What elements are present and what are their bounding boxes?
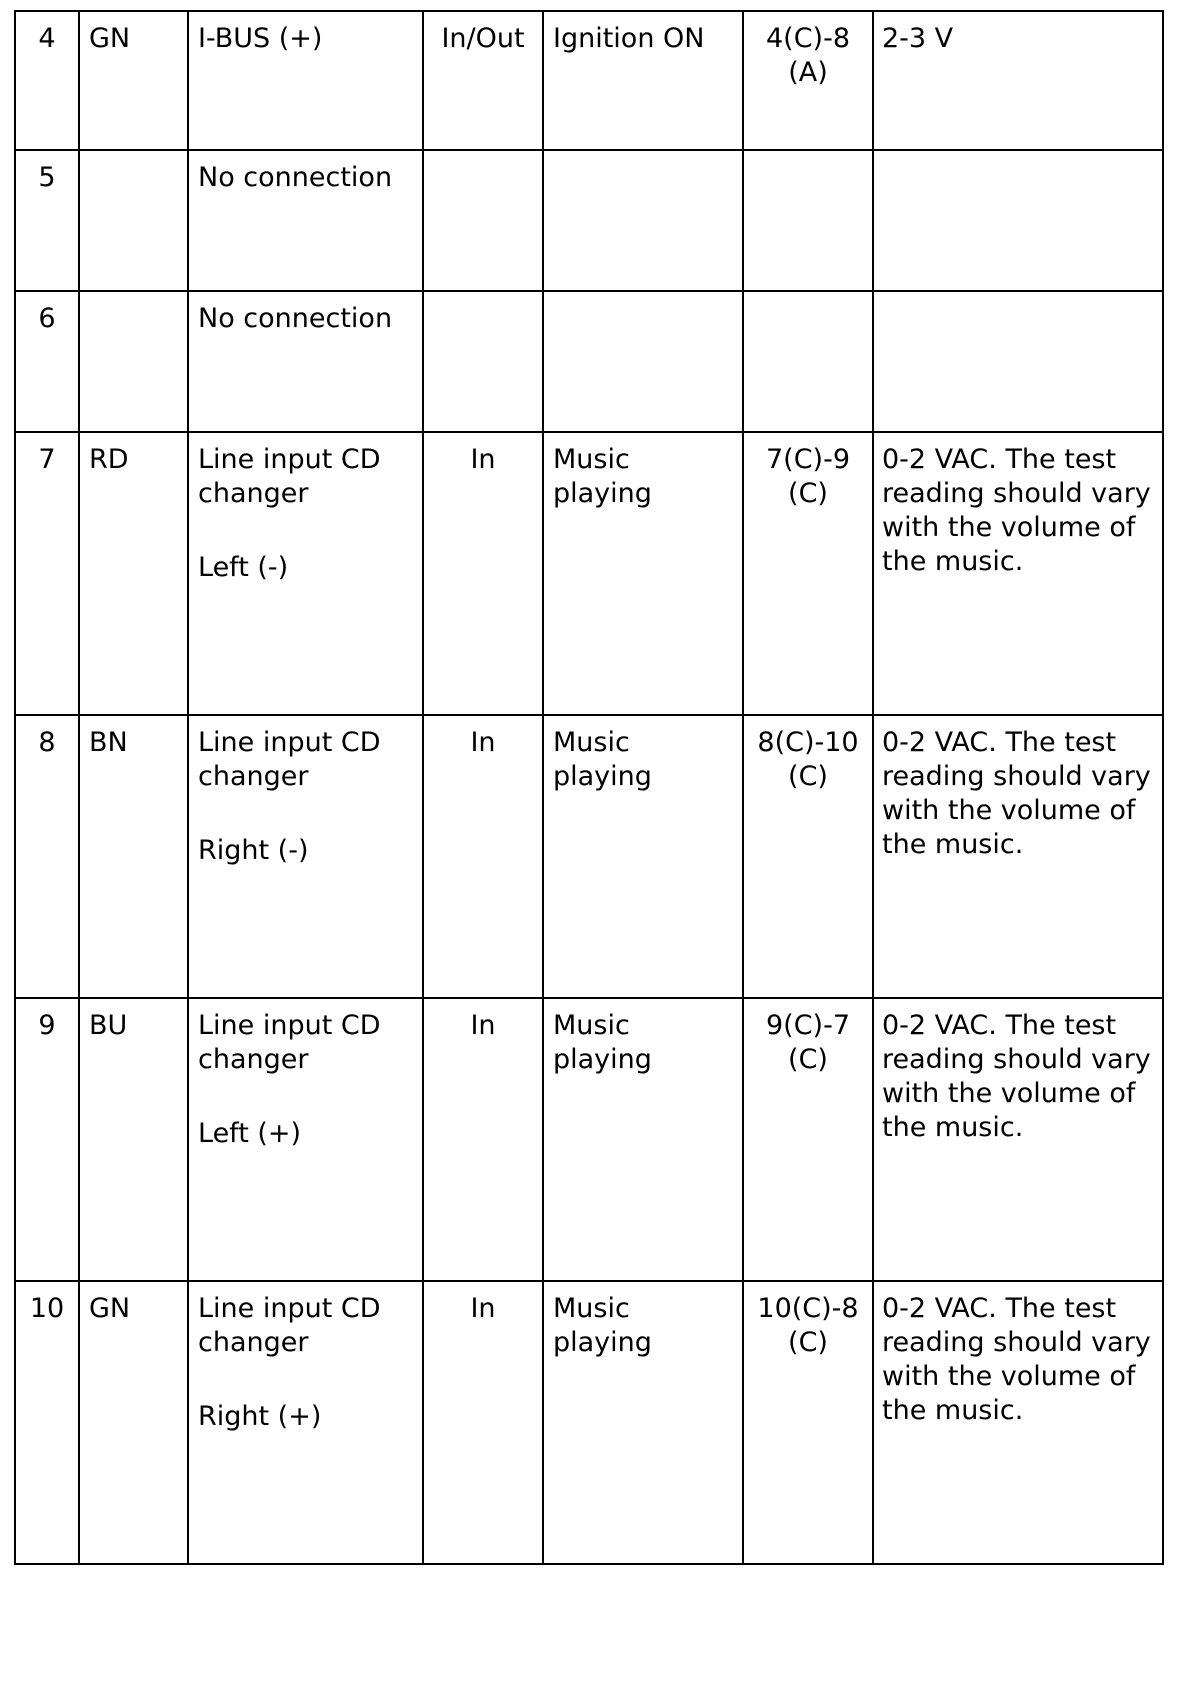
wire-color-cell: BN: [79, 715, 188, 998]
function-text: No connection: [198, 162, 393, 193]
value-cell: [873, 150, 1163, 291]
wire-color-cell: [79, 291, 188, 432]
function-cell: [188, 432, 423, 715]
function-channel: Right (-): [198, 835, 309, 866]
measure-point-cell: [743, 1281, 873, 1564]
measure-point-line: 8(C)-10: [757, 727, 859, 758]
measure-point-line: 9(C)-7: [765, 1010, 851, 1041]
pin-number-cell: 8: [15, 715, 79, 998]
function-cell: [188, 291, 423, 432]
table-row: [15, 11, 1163, 150]
direction-cell: In: [423, 715, 543, 998]
function-text: Line input CD changer: [198, 727, 381, 792]
direction-cell: In: [423, 998, 543, 1281]
value-cell: [873, 291, 1163, 432]
condition-cell: Music playing: [543, 432, 743, 715]
measure-point-line: (C): [788, 1044, 828, 1075]
function-channel: Right (+): [198, 1401, 322, 1432]
condition-cell: Music playing: [543, 998, 743, 1281]
pin-table: [14, 10, 1164, 1565]
pin-number-cell: 10: [15, 1281, 79, 1564]
function-cell: [188, 11, 423, 150]
table-row: [15, 715, 1163, 998]
function-cell: [188, 150, 423, 291]
function-text: Line input CD changer: [198, 1010, 381, 1075]
function-text: Line input CD changer: [198, 1293, 381, 1358]
measure-point-line: (A): [788, 57, 828, 88]
measure-point-line: (C): [788, 478, 828, 509]
wire-color-cell: [79, 150, 188, 291]
table-row: [15, 998, 1163, 1281]
direction-cell: In: [423, 1281, 543, 1564]
function-cell: [188, 715, 423, 998]
function-text: No connection: [198, 303, 393, 334]
measure-point-cell: [743, 715, 873, 998]
value-cell: 0-2 VAC. The test reading should vary with the volume of the music.: [873, 432, 1163, 715]
direction-cell: In/Out: [423, 11, 543, 150]
pin-number-cell: 5: [15, 150, 79, 291]
function-cell: [188, 998, 423, 1281]
pin-number-cell: 9: [15, 998, 79, 1281]
measure-point-cell: [743, 150, 873, 291]
table-row: [15, 150, 1163, 291]
measure-point-cell: [743, 11, 873, 150]
measure-point-cell: [743, 998, 873, 1281]
function-channel: Left (+): [198, 1118, 302, 1149]
function-channel: Left (-): [198, 552, 289, 583]
measure-point-line: (C): [788, 1327, 828, 1358]
condition-cell: [543, 291, 743, 432]
function-text: I-BUS (+): [198, 23, 323, 54]
measure-point-line: 7(C)-9: [765, 444, 851, 475]
measure-point-cell: [743, 432, 873, 715]
table-row: [15, 1281, 1163, 1564]
wire-color-cell: BU: [79, 998, 188, 1281]
function-text: Line input CD changer: [198, 444, 381, 509]
table-row: [15, 291, 1163, 432]
direction-cell: [423, 291, 543, 432]
measure-point-line: (C): [788, 761, 828, 792]
direction-cell: [423, 150, 543, 291]
measure-point-line: 10(C)-8: [757, 1293, 859, 1324]
value-cell: 0-2 VAC. The test reading should vary with the volume of the music.: [873, 998, 1163, 1281]
condition-cell: Ignition ON: [543, 11, 743, 150]
value-cell: 0-2 VAC. The test reading should vary with the volume of the music.: [873, 1281, 1163, 1564]
wire-color-cell: RD: [79, 432, 188, 715]
wire-color-cell: GN: [79, 11, 188, 150]
pin-number-cell: 7: [15, 432, 79, 715]
pin-number-cell: 6: [15, 291, 79, 432]
condition-cell: Music playing: [543, 715, 743, 998]
measure-point-line: 4(C)-8: [765, 23, 851, 54]
condition-cell: [543, 150, 743, 291]
measure-point-cell: [743, 291, 873, 432]
condition-cell: Music playing: [543, 1281, 743, 1564]
value-cell: 0-2 VAC. The test reading should vary with the volume of the music.: [873, 715, 1163, 998]
function-cell: [188, 1281, 423, 1564]
table-row: [15, 432, 1163, 715]
value-cell: 2-3 V: [873, 11, 1163, 150]
direction-cell: In: [423, 432, 543, 715]
pin-number-cell: 4: [15, 11, 79, 150]
wire-color-cell: GN: [79, 1281, 188, 1564]
